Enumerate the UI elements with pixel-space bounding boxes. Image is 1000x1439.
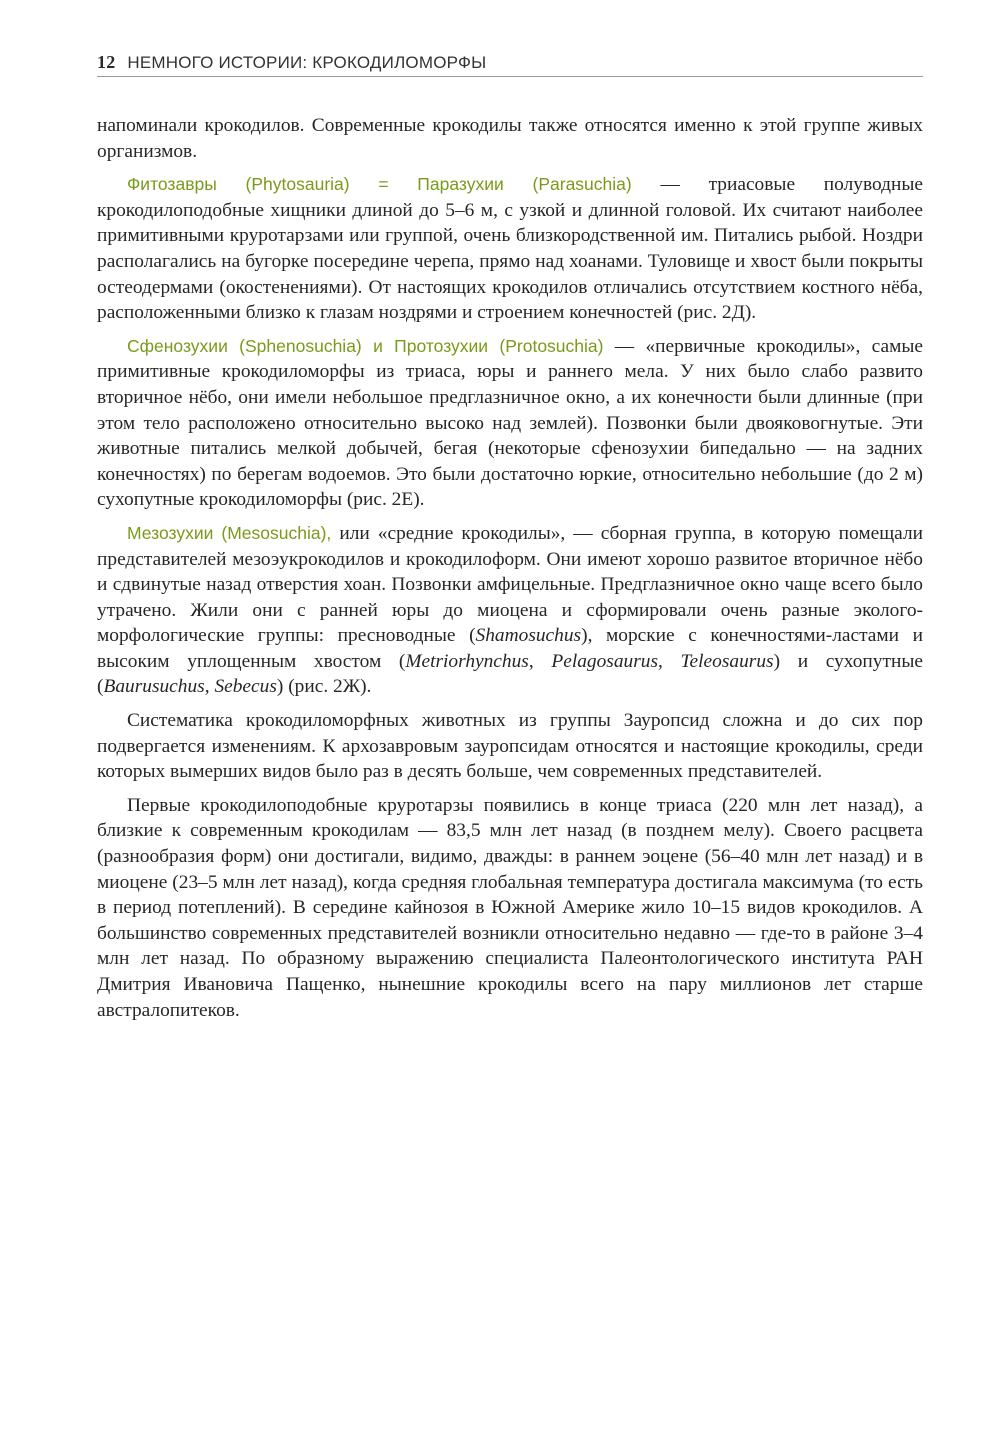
text-run: ) и сухопутные ( — [97, 650, 923, 698]
taxon-name: Shamosuchus — [475, 625, 582, 647]
text-run: или «средние крокодилы», — сборная группа, в которую помещали представителей мезоэукрокодилов и крокодилоформ. Они имеют хорошо развитое вторичное нёбо и сдвинутые назад отверстия хоан. Позвонки амфицельные. Предглазничное окно чаще всего было утрачено. Жили они с ранней юры до миоцена и сформировали очень разные эколого-морфологические группы: пресноводные ( — [97, 522, 924, 647]
paragraph-phytosaurs — [97, 172, 923, 326]
body-text — [97, 113, 923, 1031]
paragraph-text: Первые крокодилоподобные круротарзы появились в конце триаса (220 млн лет назад), а близкие к современным крокодилам — 83,5 млн лет назад (в позднем мелу). Своего расцвета (разнообразия форм) они достигали, видимо, дважды: в раннем эоцене (56–40 млн лет назад) и в миоцене (23–5 млн лет назад), когда средняя глобальная температура достигала максимума (то есть в период потеплений). В середине кайнозоя в Южной Америке жило 10–15 видов крокодилов. А большинство современных представителей возникли относительно недавно — где-то в районе 3–4 млн лет назад. По образному выражению специалиста Палеонтологического института РАН Дмитрия Ивановича Пащенко, нынешние крокодилы всего на пару миллионов лет старше австралопитеков. — [97, 794, 923, 1021]
paragraph-history — [97, 793, 923, 1023]
taxon-name: Pelagosaurus — [551, 650, 659, 672]
paragraph-1 — [97, 113, 923, 164]
paragraph-text: — «первичные крокодилы», самые примитивные крокодиломорфы из триаса, юры и раннего мела. У них было слабо развито вторичное нёбо, они имели небольшое предглазничное окно, а их конечности были длинные (при этом тело расположено относительно высоко над землей). Позвонки были двояковогнутые. Эти животные питались мелкой добычей, бегая (некоторые сфенозухии бипедально — на задних конечностях) по берегам водоемов. Это были достаточно юркие, относительно небольшие (до 2 м) сухопутные крокодиломорфы (рис. 2Е). — [97, 335, 924, 511]
paragraph-sphenosuchia — [97, 334, 923, 513]
taxon-name: Metriorhynchus — [405, 650, 529, 672]
header-rule — [97, 76, 923, 77]
text-run: , — [658, 650, 681, 672]
paragraph-mesosuchia — [97, 521, 923, 700]
text-run: ), морские с конечностями-ластами и высоким уплощенным хвостом ( — [97, 625, 923, 672]
term-mesosuchia: Мезозухии (Mesosuchia), — [127, 522, 332, 543]
term-sphenosuchia: Сфенозухии (Sphenosuchia) и Протозухии (Protosuchia) — [127, 335, 604, 356]
paragraph-text: Систематика крокодиломорфных животных из группы Зауропсид сложна и до сих пор подвергается изменениям. К архозавровым зауропсидам относятся и настоящие крокодилы, среди которых вымерших видов было раз в десять больше, чем современных представителей. — [97, 710, 923, 783]
chapter-title: НЕМНОГО ИСТОРИИ: КРОКОДИЛОМОРФЫ — [127, 53, 487, 72]
paragraph-text: — триасовые полуводные крокодилоподобные хищники длиной до 5–6 м, с узкой и длинной головой. Их считают наиболее примитивными круротарзами или группой, очень близкородственной им. Питались рыбой. Ноздри располагались на бугорке посередине черепа, прямо над хоанами. Туловище и хвост были покрыты остеодермами (окостенениями). От настоящих крокодилов отличались отсутствием костного нёба, расположенными близко к глазам ноздрями и строением конечностей (рис. 2Д). — [97, 174, 923, 324]
page-number: 12 — [97, 52, 116, 72]
text-run: , — [528, 650, 552, 672]
taxon-name: Sebecus — [214, 676, 277, 698]
paragraph-systematics — [97, 708, 923, 785]
term-phytosauria: Фитозавры (Phytosauria) = Паразухии (Parasuchia) — [127, 174, 632, 195]
text-run: ) (рис. 2Ж). — [276, 676, 372, 698]
text-run: , — [204, 676, 215, 698]
paragraph-text: напоминали крокодилов. Современные крокодилы также относятся именно к этой группе живых организмов. — [97, 115, 923, 162]
taxon-name: Baurusuchus — [103, 676, 205, 698]
running-header — [97, 52, 923, 73]
taxon-name: Teleosaurus — [680, 650, 774, 672]
